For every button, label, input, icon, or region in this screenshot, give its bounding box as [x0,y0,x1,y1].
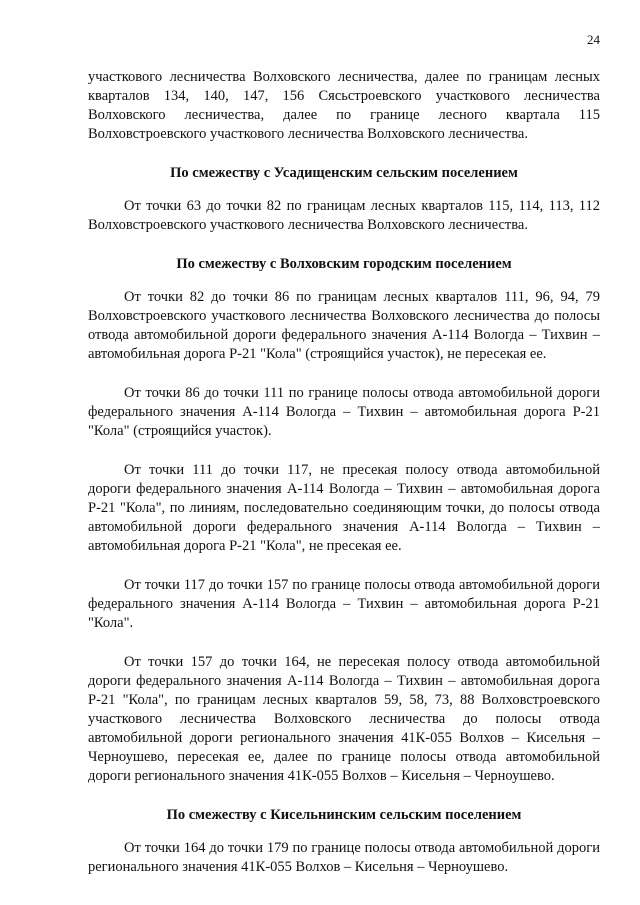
paragraph-point-157-164: От точки 157 до точки 164, не пересекая полосу отвода автомобильной дороги федерального значения А-114 Вологда – Тихвин – автомобильная дорога Р-21 "Кола", по границам лесных кварталов 59, 58, 73, 88 Волховстроевского участкового лесничества Волховского лесничества до полосы отвода автомобильной дороги регионального значения 41К-055 Волхов – Кисельня – Черноушево, пересекая ее, далее по границе полосы отвода автомобильной дороги регионального значения 41К-055 Волхов – Кисельня – Черноушево. [88,654,600,784]
paragraph-point-86-111: От точки 86 до точки 111 по границе полосы отвода автомобильной дороги федерального значения А-114 Вологда – Тихвин – автомобильная дорога Р-21 "Кола" (строящийся участок). [88,385,600,439]
paragraph-point-111-117: От точки 111 до точки 117, не пресекая полосу отвода автомобильной дороги федерального значения А-114 Вологда – Тихвин – автомобильная дорога Р-21 "Кола", по линиям, последовательно соединяющим точки, до полосы отвода автомобильной дороги федерального значения А-114 Вологда – Тихвин – автомобильная дорога Р-21 "Кола", не пресекая ее. [88,462,600,554]
paragraph-point-82-86: От точки 82 до точки 86 по границам лесных кварталов 111, 96, 94, 79 Волховстроевского участкового лесничества Волховского лесничества до полосы отвода автомобильной дороги федерального значения А-114 Вологда – Тихвин – автомобильная дорога Р-21 "Кола" (строящийся участок), не пересекая ее. [88,289,600,362]
page-number: 24 [587,32,600,47]
document-body [88,68,600,877]
section-heading-kiselninskoe: По смежеству с Кисельнинским сельским поселением [166,807,522,823]
paragraph-point-164-179: От точки 164 до точки 179 по границе полосы отвода автомобильной дороги регионального значения 41К-055 Волхов – Кисельня – Черноушево. [88,840,600,875]
paragraph-point-63-82: От точки 63 до точки 82 по границам лесных кварталов 115, 114, 113, 112 Волховстроевского участкового лесничества Волховского лесничества. [88,198,600,233]
paragraph-continued: участкового лесничества Волховского лесничества, далее по границам лесных кварталов 134, 140, 147, 156 Сясьстроевского участкового лесничества Волховского лесничества, далее по границе лесного квартала 115 Волховстроевского участкового лесничества Волховского лесничества. [88,69,600,142]
section-heading-usadishchenskoe: По смежеству с Усадищенским сельским поселением [170,165,518,181]
section-heading-volkhovskoe: По смежеству с Волховским городским поселением [176,256,512,272]
paragraph-point-117-157: От точки 117 до точки 157 по границе полосы отвода автомобильной дороги федерального значения А-114 Вологда – Тихвин – автомобильная дорога Р-21 "Кола". [88,577,600,631]
